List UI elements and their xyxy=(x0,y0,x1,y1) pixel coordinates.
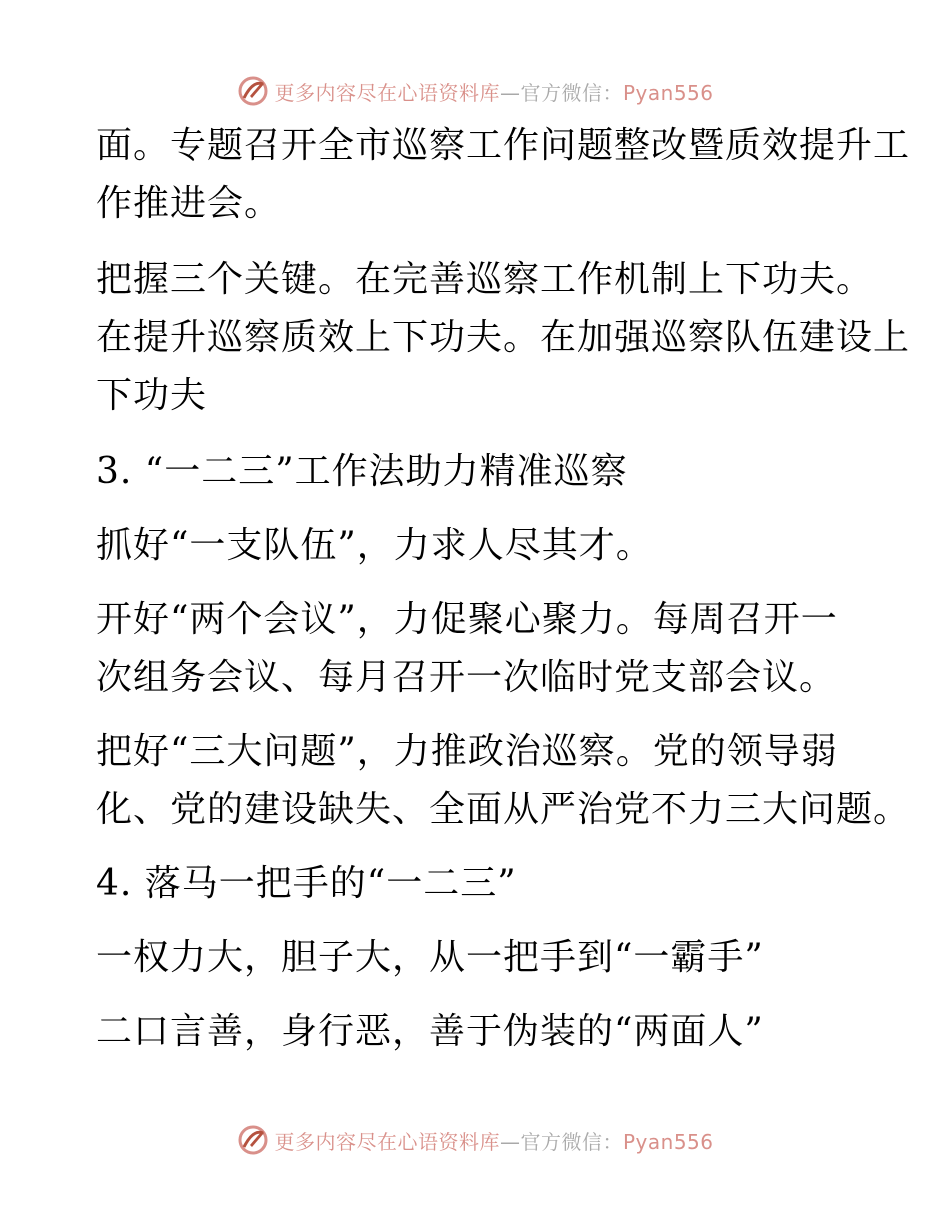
watermark-text xyxy=(274,1126,713,1155)
header-watermark xyxy=(0,71,950,111)
pen-swirl-logo-icon xyxy=(236,1123,270,1157)
watermark-label: 官方微信： xyxy=(520,80,623,105)
section-heading: 4. 落马一把手的“一二三” xyxy=(96,863,517,904)
text-line: 下功夫 xyxy=(96,375,208,416)
text-line: 一权力大，胆子大，从一把手到“一霸手” xyxy=(96,937,764,978)
text-line: 二口言善，身行恶，善于伪装的“两面人” xyxy=(96,1011,764,1052)
watermark-text xyxy=(274,77,713,106)
text-line: 次组务会议、每月召开一次临时党支部会议。 xyxy=(96,657,837,698)
watermark-dash: — xyxy=(499,1129,521,1154)
watermark-dash: — xyxy=(499,80,521,105)
text-line: 作推进会。 xyxy=(96,183,282,224)
footer-watermark xyxy=(0,1120,950,1160)
watermark-brand: 更多内容尽在心语资料库 xyxy=(274,80,500,105)
watermark-brand: 更多内容尽在心语资料库 xyxy=(274,1129,500,1154)
watermark-label: 官方微信： xyxy=(520,1129,623,1154)
watermark-id: Pyan556 xyxy=(622,1129,714,1154)
text-line: 开好“两个会议”，力促聚心聚力。每周召开一 xyxy=(96,599,838,640)
watermark-id: Pyan556 xyxy=(622,80,714,105)
text-line: 把好“三大问题”，力推政治巡察。党的领导弱 xyxy=(96,731,838,772)
text-line: 抓好“一支队伍”，力求人尽其才。 xyxy=(96,525,653,566)
text-line: 化、党的建设缺失、全面从严治党不力三大问题。 xyxy=(96,789,911,830)
text-line: 面。专题召开全市巡察工作问题整改暨质效提升工 xyxy=(96,125,911,166)
section-heading: 3. “一二三”工作法助力精准巡察 xyxy=(96,451,628,492)
pen-swirl-logo-icon xyxy=(236,74,270,108)
text-line: 把握三个关键。在完善巡察工作机制上下功夫。 xyxy=(96,259,874,300)
text-line: 在提升巡察质效上下功夫。在加强巡察队伍建设上 xyxy=(96,317,911,358)
